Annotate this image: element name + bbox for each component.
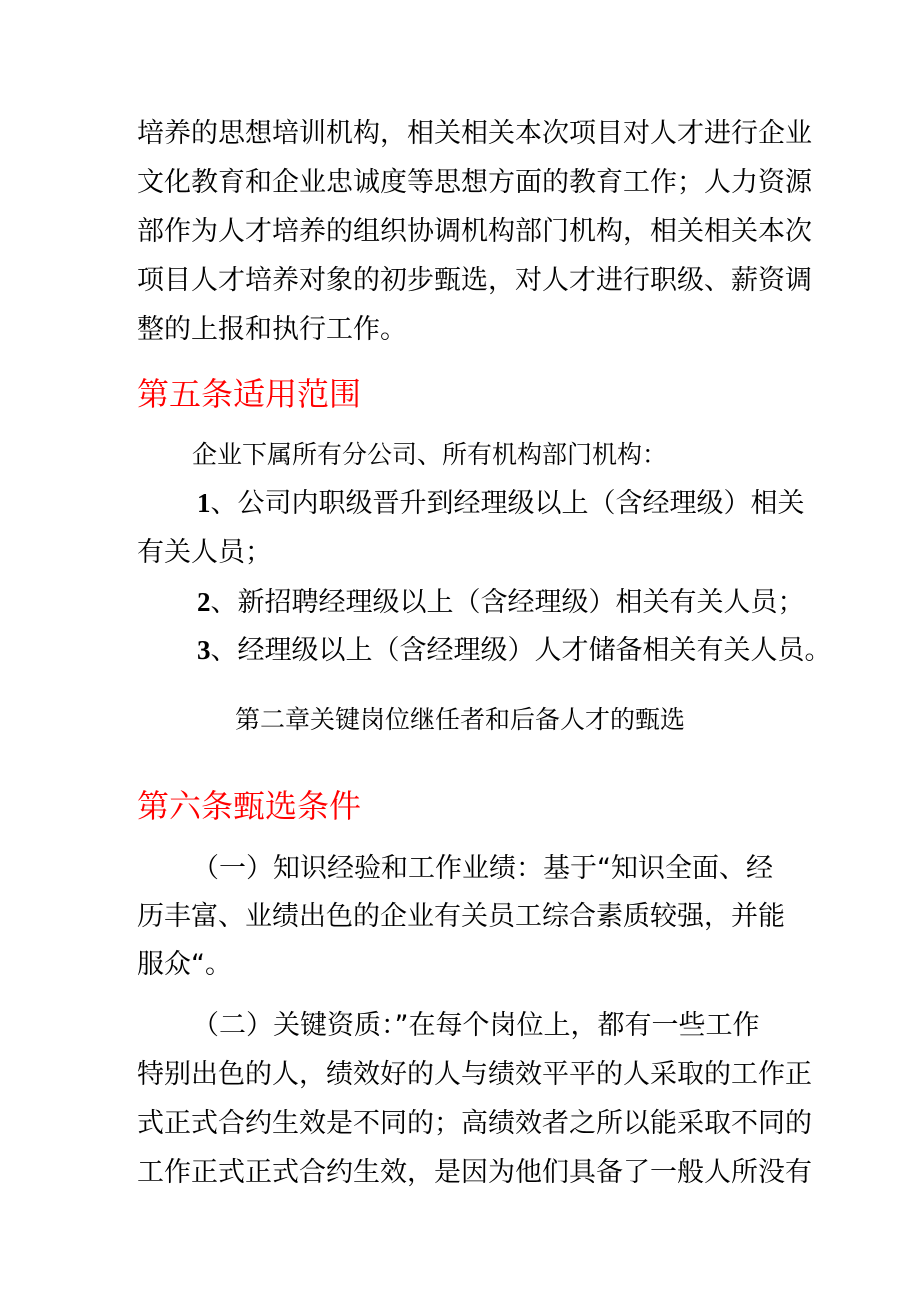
intro-line-3: 部作为人才培养的组织协调机构部门机构，相关相关本次 (137, 216, 812, 247)
item3-number: 3 (197, 635, 211, 665)
intro-line-5: 整的上报和执行工作。 (137, 314, 407, 345)
item3-text: 、经理级以上（含经理级）人才储备相关有关人员。 (210, 635, 832, 666)
item2-text: 、新招聘经理级以上（含经理级）相关有关人员； (210, 587, 805, 618)
item2-number: 2 (197, 587, 211, 617)
item1-text: 、公司内职级晋升到经理级以上（含经理级）相关 (210, 488, 805, 519)
article6-p1-line-3: 服众“。 (137, 949, 232, 980)
article6-p2-line-2: 特别出色的人，绩效好的人与绩效平平的人采取的工作正 (137, 1059, 812, 1090)
article6-p1-line-2: 历丰富、业绩出色的企业有关员工综合素质较强，并能 (137, 901, 785, 932)
intro-line-2: 文化教育和企业忠诚度等思想方面的教育工作；人力资源 (137, 167, 812, 198)
article6-p2-line-1: （二）关键资质：”在每个岗位上，都有一些工作 (192, 1010, 760, 1041)
intro-line-1: 培养的思想培训机构，相关相关本次项目对人才进行企业 (137, 118, 812, 149)
article5-item1-line2: 有关人员； (137, 537, 272, 568)
article5-item1-line1 (197, 490, 805, 517)
article5-item3 (197, 637, 832, 664)
article5-lead: 企业下属所有分公司、所有机构部门机构： (192, 440, 668, 469)
article6-p1-line-1: （一）知识经验和工作业绩：基于“知识全面、经 (192, 853, 773, 884)
article6-heading: 第六条甄选条件 (137, 787, 362, 825)
article5-item2 (197, 589, 805, 616)
item1-number: 1 (197, 488, 211, 518)
chapter2-title: 第二章关键岗位继任者和后备人才的甄选 (234, 705, 685, 734)
intro-line-4: 项目人才培养对象的初步甄选，对人才进行职级、薪资调 (137, 265, 812, 296)
article6-p2-line-3: 式正式合约生效是不同的；高绩效者之所以能采取不同的 (137, 1108, 812, 1139)
article5-heading: 第五条适用范围 (137, 375, 362, 413)
article6-p2-line-4: 工作正式正式合约生效，是因为他们具备了一般人所没有 (137, 1157, 812, 1188)
